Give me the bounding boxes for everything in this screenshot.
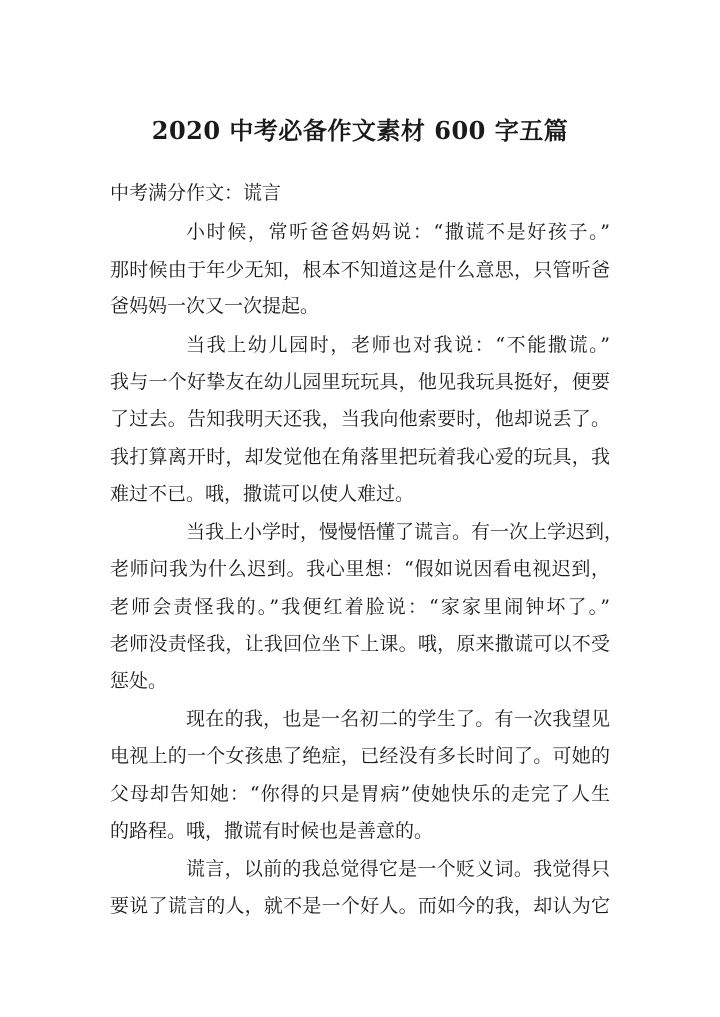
paragraph-1-line-2: 那时候由于年少无知，根本不知道这是什么意思，只管听爸 (110, 259, 610, 281)
paragraph-3-line-4: 老师没责怪我，让我回位坐下上课。哦，原来撒谎可以不受 (110, 633, 610, 655)
paragraph-5-line-2: 要说了谎言的人，就不是一个好人。而如今的我，却认为它 (110, 895, 610, 917)
paragraph-5-line-1: 谎言，以前的我总觉得它是一个贬义词。我觉得只 (186, 858, 610, 880)
paragraph-4-line-4: 的路程。哦，撒谎有时候也是善意的。 (110, 820, 434, 842)
paragraph-2-line-2: 我与一个好挚友在幼儿园里玩玩具，他见我玩具挺好，便要 (110, 371, 610, 393)
paragraph-3-line-2: 老师问我为什么迟到。我心里想：“假如说因看电视迟到， (110, 558, 610, 580)
document-title: 2020 中考必备作文素材 600 字五篇 (151, 116, 569, 145)
paragraph-1-line-1: 小时候，常听爸爸妈妈说：“撒谎不是好孩子。” (186, 221, 610, 243)
paragraph-2-line-5: 难过不已。哦，撒谎可以使人难过。 (110, 483, 415, 505)
paragraph-4-line-3: 父母却告知她：“你得的只是胃病”使她快乐的走完了人生 (110, 783, 610, 805)
paragraph-1-line-3: 爸妈妈一次又一次提起。 (110, 295, 320, 317)
paragraph-3-line-3: 老师会责怪我的。”我便红着脸说：“家家里闹钟坏了。” (110, 596, 610, 618)
paragraph-2-line-1: 当我上幼儿园时，老师也对我说：“不能撒谎。” (186, 334, 610, 356)
paragraph-4-line-1: 现在的我，也是一名初二的学生了。有一次我望见 (186, 708, 610, 730)
paragraph-4-line-2: 电视上的一个女孩患了绝症，已经没有多长时间了。可她的 (110, 745, 610, 767)
paragraph-2-line-3: 了过去。告知我明天还我，当我向他索要时，他却说丢了。 (110, 408, 610, 430)
paragraph-3-line-5: 惩处。 (110, 670, 168, 692)
document-subtitle: 中考满分作文：谎言 (110, 182, 282, 204)
paragraph-3-line-1: 当我上小学时，慢慢悟懂了谎言。有一次上学迟到， (186, 521, 624, 543)
paragraph-2-line-4: 我打算离开时，却发觉他在角落里把玩着我心爱的玩具，我 (110, 446, 610, 468)
